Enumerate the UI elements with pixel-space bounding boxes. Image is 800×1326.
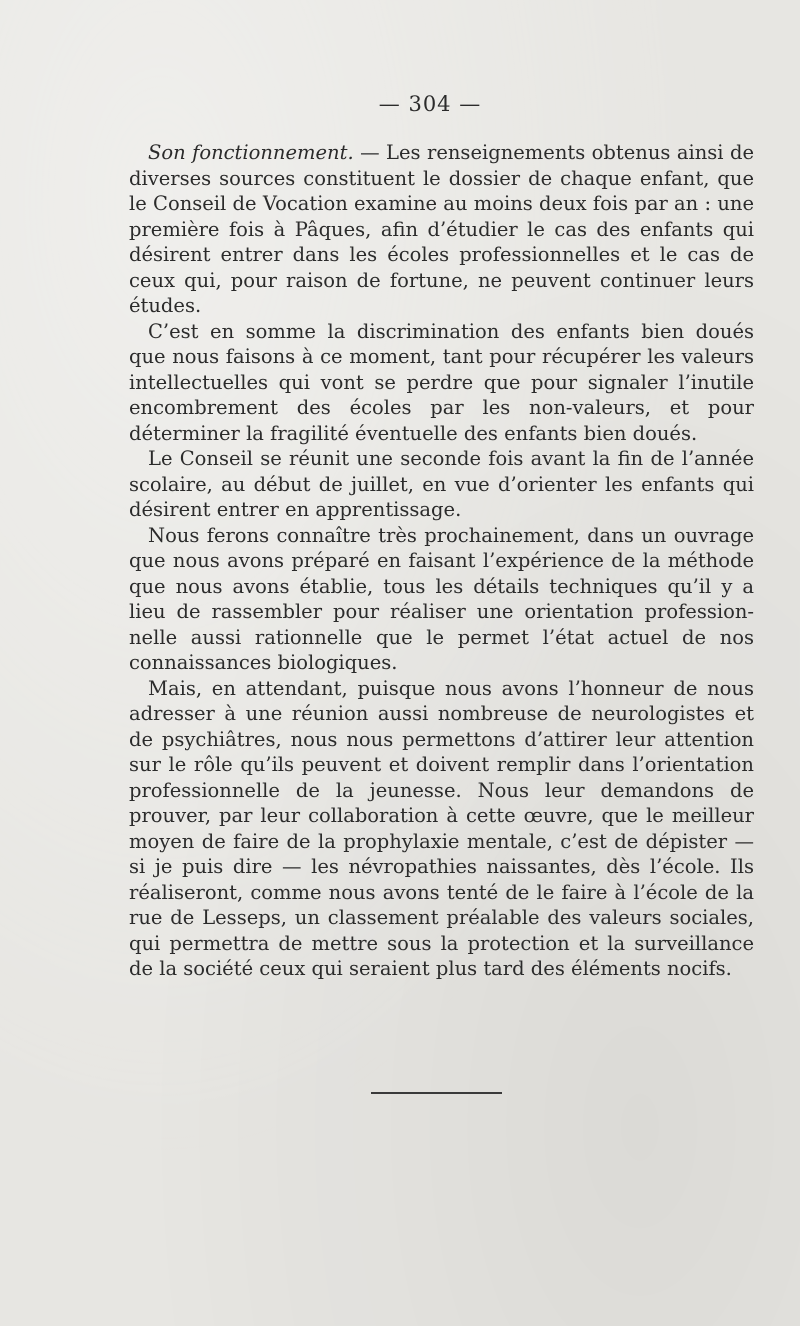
paragraph-4: Nous ferons connaître très prochainement, dans un ouvrage que nous avons préparé en faisant l’expérience de la méthode que nous avons établie, tous les détails techniques qu’il y a lieu de rassembler pour réaliser une orientation professionnelle aussi rationnelle que le permet l’état actuel de nos connaissances biologiques. xyxy=(129,523,754,674)
paragraph-3: Le Conseil se réunit une seconde fois avant la fin de l’année scolaire, au début de juillet, en vue d’orienter les enfants qui désirent entrer en apprentissage. xyxy=(129,447,754,521)
paragraph-1 xyxy=(129,140,754,319)
paragraph-5: Mais, en attendant, puisque nous avons l’honneur de nous adresser à une réunion aussi nombreuse de neurologistes et de psychiâtres, nous nous permettons d’attirer leur attention sur le rôle qu’ils peuvent et doivent remplir dans l’orientation professionnelle de la jeunesse. Nous leur demandons de prouver, par leur collaboration à cette œuvre, que le meilleur moyen de faire de la prophylaxie mentale, c’est de dépister — si je puis dire — les névropathies naissantes, dès l’école. Ils réaliseront, comme nous avons tenté de le faire à l’école de la rue de Lesseps, un classement préalable des valeurs sociales, qui permettra de mettre sous la protection et la surveillance de la société ceux qui seraient plus tard des éléments nocifs. xyxy=(129,676,754,980)
end-divider xyxy=(371,1092,502,1094)
paragraph-2: C’est en somme la discrimination des enfants bien doués que nous faisons à ce moment, tant pour récupérer les valeurs intellectuelles qui vont se perdre que pour signaler l’inutile encombrement des écoles par les non-valeurs, et pour déterminer la fragilité éventuelle des enfants bien doués. xyxy=(129,319,754,445)
body-text xyxy=(129,140,754,982)
section-title: Son fonctionnement. xyxy=(148,141,354,164)
page-number: — 304 — xyxy=(378,92,482,116)
paragraph-1-text: — Les renseignements obtenus ainsi de diverses sources constituent le dossier de chaque enfant, que le Conseil de Vocation examine au moins deux fois par an : une première fois à Pâques, afin d’étudier le cas des enfants qui désirent entrer dans les écoles professionnelles et le cas de ceux qui, pour raison de fortune, ne peuvent continuer leurs études. xyxy=(129,141,754,317)
